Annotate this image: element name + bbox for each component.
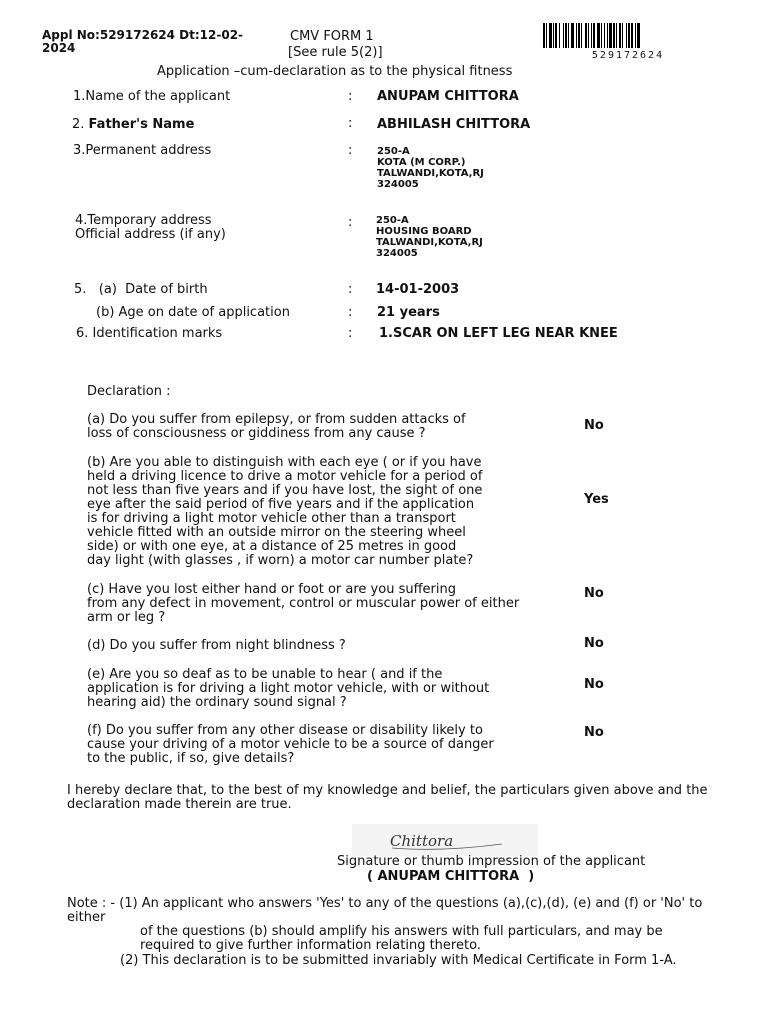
barcode-bar	[553, 23, 554, 48]
name-label: 1.Name of the applicant	[73, 89, 231, 104]
barcode-bar	[555, 23, 557, 48]
colon: :	[348, 215, 353, 230]
question-line: cause your driving of a motor vehicle to be a source of danger	[87, 737, 494, 752]
question-line: arm or leg ?	[87, 610, 166, 625]
dob-value: 14-01-2003	[376, 282, 460, 297]
barcode-bar	[549, 23, 552, 48]
father-value: ABHILASH CHITTORA	[377, 117, 531, 132]
barcode-bar	[563, 23, 564, 48]
barcode	[543, 23, 713, 61]
temporary-address-value	[376, 215, 483, 259]
barcode-bar	[591, 23, 592, 48]
barcode-bar	[571, 23, 574, 48]
barcode-bar	[626, 23, 627, 48]
age-value: 21 years	[377, 305, 440, 320]
barcode-bar	[613, 23, 615, 48]
colon: :	[348, 305, 353, 320]
barcode-bar	[565, 23, 567, 48]
barcode-bar	[616, 23, 617, 48]
identification-marks-label: 6. Identification marks	[76, 326, 223, 341]
note	[67, 897, 702, 925]
question-line: application is for driving a light motor vehicle, with or without	[87, 681, 490, 696]
question-e	[87, 668, 489, 710]
question-line: day light (with glasses , if worn) a motor car number plate?	[87, 553, 474, 568]
note-line: either	[67, 910, 106, 925]
appl-no-line2: 2024	[42, 41, 76, 55]
question-line: loss of consciousness or giddiness from any cause ?	[87, 426, 426, 441]
question-line: (f) Do you suffer from any other disease or disability likely to	[87, 723, 483, 738]
question-line: not less than five years and if you have lost, the sight of one	[87, 483, 483, 498]
application-number	[42, 29, 243, 55]
question-a	[87, 413, 466, 441]
note-item-2: (2) This declaration is to be submitted invariably with Medical Certificate in Form 1-A.	[120, 953, 677, 968]
question-line: (c) Have you lost either hand or foot or are you suffering	[87, 582, 456, 597]
question-line: (a) Do you suffer from epilepsy, or from sudden attacks of	[87, 412, 466, 427]
address-line: TALWANDI,KOTA,RJ	[377, 168, 484, 179]
question-line: vehicle fitted with an outside mirror on the steering wheel	[87, 525, 466, 540]
father-label-text: Father's Name	[88, 117, 195, 132]
barcode-bar	[543, 23, 545, 48]
official-label-line: Official address (if any)	[75, 227, 226, 242]
address-line: 250-A	[377, 146, 410, 157]
declaration-statement	[67, 784, 708, 812]
identification-marks-value: 1.SCAR ON LEFT LEG NEAR KNEE	[379, 326, 618, 341]
question-line: eye after the said period of five years and if the application	[87, 497, 475, 512]
question-line: from any defect in movement, control or muscular power of either	[87, 596, 520, 611]
rule-reference: [See rule 5(2)]	[288, 45, 383, 60]
answer-a: No	[584, 418, 604, 433]
question-d	[87, 639, 346, 653]
dob-label: 5. (a) Date of birth	[74, 282, 208, 297]
barcode-bar	[601, 23, 602, 48]
colon: :	[348, 116, 353, 131]
name-value: ANUPAM CHITTORA	[377, 89, 519, 104]
colon: :	[348, 143, 353, 158]
barcode-bar	[607, 23, 608, 48]
barcode-bar	[597, 23, 600, 48]
barcode-bar	[635, 23, 636, 48]
question-b	[87, 456, 482, 568]
question-line: (e) Are you so deaf as to be unable to hear ( and if the	[87, 667, 443, 682]
barcode-text: 529172624	[591, 50, 665, 61]
address-line: HOUSING BOARD	[376, 226, 472, 237]
signature-scribble	[352, 824, 538, 856]
question-line: (b) Are you able to distinguish with each eye ( or if you have	[87, 455, 482, 470]
father-label	[72, 117, 194, 132]
question-line: to the public, if so, give details?	[87, 751, 295, 766]
signature-caption: Signature or thumb impression of the applicant	[337, 854, 646, 869]
question-line: hearing aid) the ordinary sound signal ?	[87, 695, 347, 710]
address-line: TALWANDI,KOTA,RJ	[376, 237, 483, 248]
applicant-name-under-signature: ( ANUPAM CHITTORA )	[367, 869, 535, 884]
barcode-bar	[631, 23, 633, 48]
form-subtitle: Application –cum-declaration as to the physical fitness	[157, 64, 513, 79]
barcode-bar	[581, 23, 582, 48]
barcode-bar	[622, 23, 623, 48]
barcode-bars	[543, 23, 713, 48]
appl-no-line1: Appl No:529172624 Dt:12-02-	[42, 28, 244, 42]
form-title: CMV FORM 1	[290, 29, 374, 44]
answer-f: No	[584, 725, 604, 740]
question-line: held a driving licence to drive a motor vehicle for a period of	[87, 469, 483, 484]
question-f	[87, 724, 494, 766]
barcode-bar	[568, 23, 569, 48]
father-label-num: 2.	[72, 117, 85, 132]
barcode-bar	[604, 23, 605, 48]
barcode-bar	[559, 23, 560, 48]
barcode-bar	[588, 23, 589, 48]
address-line: 324005	[376, 248, 418, 259]
statement-line: I hereby declare that, to the best of my knowledge and belief, the particulars given above and the	[67, 783, 708, 798]
age-label: (b) Age on date of application	[96, 305, 290, 320]
signature-text: Chittora	[390, 832, 454, 850]
barcode-bar	[593, 23, 595, 48]
question-line: (d) Do you suffer from night blindness ?	[87, 638, 346, 653]
answer-d: No	[584, 636, 604, 651]
barcode-bar	[609, 23, 612, 48]
question-c	[87, 583, 519, 625]
address-line: KOTA (M CORP.)	[377, 157, 466, 168]
note-line: Note : - (1) An applicant who answers 'Yes' to any of the questions (a),(c),(d), (e) and (f) or 'No' to	[67, 896, 703, 911]
answer-c: No	[584, 586, 604, 601]
barcode-bar	[637, 23, 640, 48]
barcode-bar	[585, 23, 587, 48]
colon: :	[348, 326, 353, 341]
address-line: 324005	[377, 179, 419, 190]
barcode-bar	[546, 23, 547, 48]
barcode-bar	[628, 23, 630, 48]
statement-line: declaration made therein are true.	[67, 797, 292, 812]
colon: :	[348, 89, 353, 104]
barcode-bar	[576, 23, 577, 48]
address-line: 250-A	[376, 215, 409, 226]
temp-label-line: 4.Temporary address	[75, 213, 212, 228]
permanent-address-value	[377, 146, 484, 190]
permanent-address-label: 3.Permanent address	[73, 143, 212, 158]
signature-image	[352, 824, 538, 856]
answer-b: Yes	[584, 492, 609, 507]
answer-e: No	[584, 677, 604, 692]
note-continuation	[140, 925, 663, 953]
note-line: required to give further information relating thereto.	[140, 938, 481, 953]
note-line: of the questions (b) should amplify his answers with full particulars, and may be	[140, 924, 663, 939]
temporary-address-label	[75, 214, 226, 242]
question-line: side) or with one eye, at a distance of 25 metres in good	[87, 539, 457, 554]
barcode-bar	[619, 23, 621, 48]
barcode-bar	[578, 23, 580, 48]
question-line: is for driving a light motor vehicle other than a transport	[87, 511, 456, 526]
declaration-heading: Declaration :	[87, 384, 171, 399]
colon: :	[348, 282, 353, 297]
